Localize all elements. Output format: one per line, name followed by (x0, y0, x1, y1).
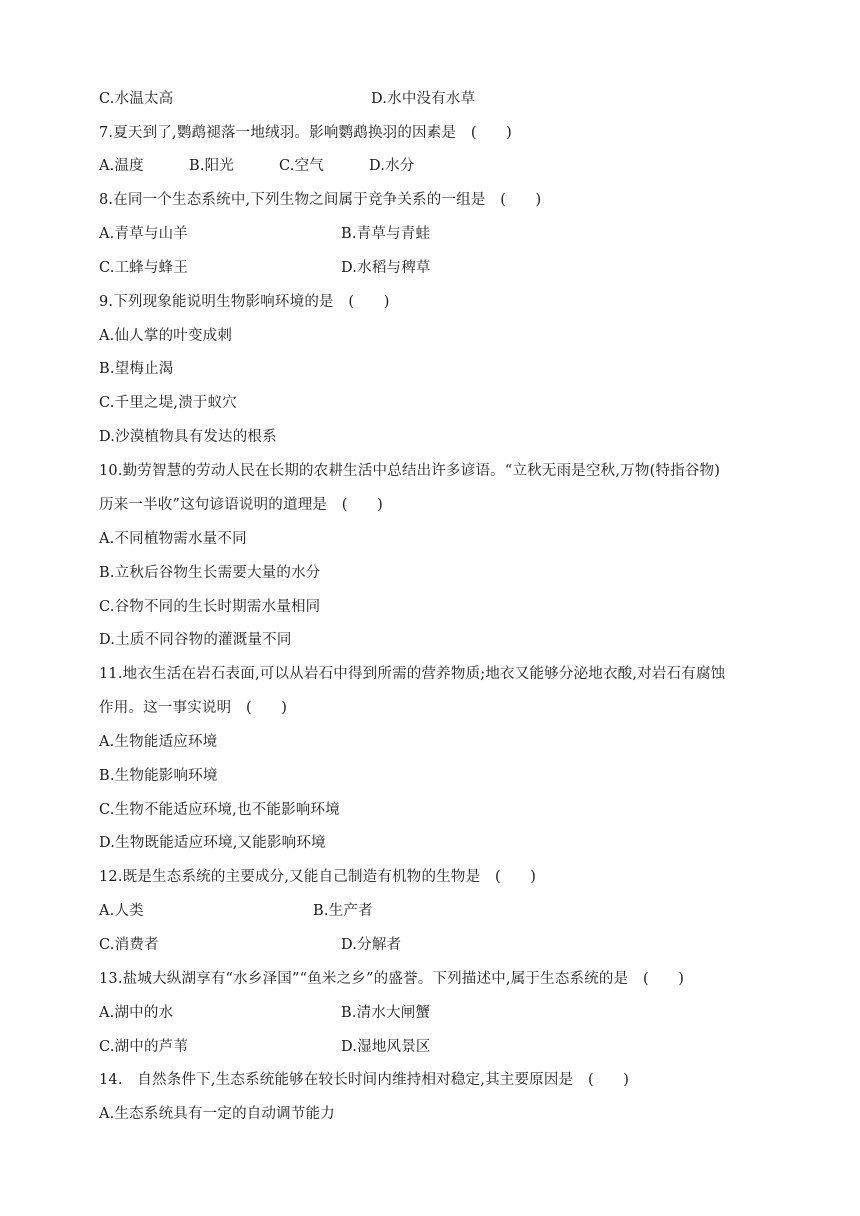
answer-option: A.湖中的水 (99, 1005, 174, 1021)
text-line: 历来一半收”这句谚语说明的道理是 ( ) (99, 497, 383, 513)
answer-option: C.工蜂与蜂王 (99, 260, 189, 276)
answer-option: B.生产者 (313, 903, 373, 919)
answer-option: D.水分 (369, 158, 415, 174)
text-line: B.立秋后谷物生长需要大量的水分 (99, 565, 321, 581)
question-text: 11.地衣生活在岩石表面,可以从岩石中得到所需的营养物质;地衣又能够分泌地衣酸,对岩石有腐蚀 (99, 666, 726, 682)
answer-option: D.湿地风景区 (341, 1039, 431, 1055)
question-text: 14. 自然条件下,生态系统能够在较长时间内维持相对稳定,其主要原因是 ( ) (99, 1072, 630, 1088)
question-text: 8.在同一个生态系统中,下列生物之间属于竞争关系的一组是 ( ) (99, 192, 542, 208)
answer-option: D.分解者 (341, 937, 402, 953)
question-text: 10.勤劳智慧的劳动人民在长期的农耕生活中总结出许多谚语。“立秋无雨是空秋,万物(特指谷物) (99, 463, 721, 479)
text-line: D.沙漠植物具有发达的根系 (99, 429, 277, 445)
text-line: C.千里之堤,溃于蚁穴 (99, 395, 237, 411)
text-line: C.生物不能适应环境,也不能影响环境 (99, 802, 340, 818)
text-line: D.生物既能适应环境,又能影响环境 (99, 835, 326, 851)
answer-option: C.消费者 (99, 937, 159, 953)
answer-option: A.人类 (99, 903, 144, 919)
question-text: 7.夏天到了,鹦鹉褪落一地绒羽。影响鹦鹉换羽的因素是 ( ) (99, 125, 512, 141)
text-line: A.生物能适应环境 (99, 734, 218, 750)
answer-option: B.青草与青蛙 (341, 226, 431, 242)
answer-option: D.水稻与稗草 (341, 260, 431, 276)
text-line: B.望梅止渴 (99, 361, 174, 377)
question-text: 12.既是生态系统的主要成分,又能自己制造有机物的生物是 ( ) (99, 869, 537, 885)
answer-option: B.清水大闸蟹 (341, 1005, 431, 1021)
question-text: 13.盐城大纵湖享有“水乡泽国”“鱼米之乡”的盛誉。下列描述中,属于生态系统的是 ( ) (99, 971, 685, 987)
answer-option: C.空气 (279, 158, 324, 174)
text-line: A.不同植物需水量不同 (99, 531, 247, 547)
answer-option: D.水中没有水草 (371, 91, 476, 107)
text-line: B.生物能影响环境 (99, 768, 218, 784)
answer-option: C.湖中的芦苇 (99, 1039, 189, 1055)
answer-option: A.青草与山羊 (99, 226, 188, 242)
text-line: C.谷物不同的生长时期需水量相同 (99, 599, 321, 615)
text-line: A.生态系统具有一定的自动调节能力 (99, 1106, 335, 1122)
answer-option: B.阳光 (189, 158, 235, 174)
text-line: 作用。这一事实说明 ( ) (99, 700, 288, 716)
answer-option: A.温度 (99, 158, 144, 174)
text-line: A.仙人掌的叶变成刺 (99, 328, 233, 344)
question-text: 9.下列现象能说明生物影响环境的是 ( ) (99, 294, 390, 310)
answer-option: C.水温太高 (99, 91, 174, 107)
text-line: D.土质不同谷物的灌溉量不同 (99, 632, 292, 648)
